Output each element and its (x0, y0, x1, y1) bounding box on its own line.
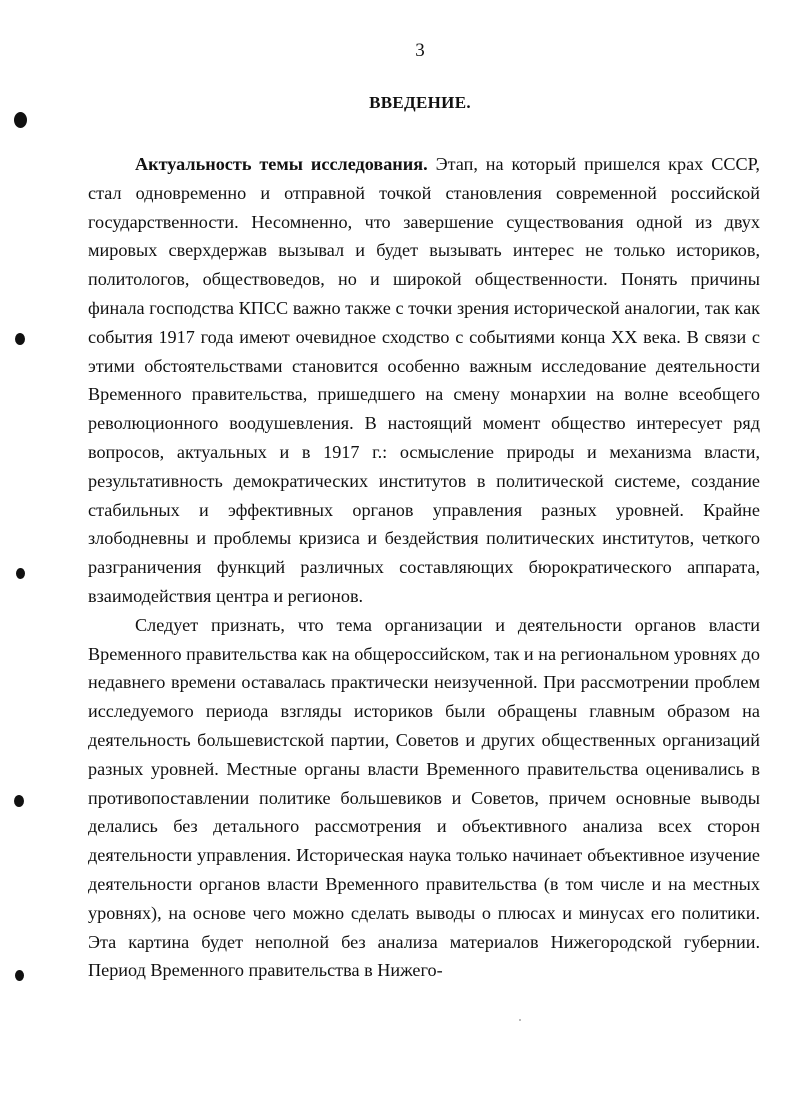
page-number: 3 (415, 40, 425, 61)
paragraph-relevance (88, 150, 760, 611)
binding-hole-mark (15, 970, 24, 981)
binding-hole-mark (16, 568, 25, 579)
body-text (88, 150, 760, 985)
paragraph-text: Этап, на который пришелся крах СССР, стал одновременно и отправной точкой становления современной российской государственности. Несомненно, что завершение существования одной из двух мировых сверхдержав вызывал и будет вызывать интерес не только историков, политологов, обществоведов, но и широкой общественности. Понять причины финала господства КПСС важно также с точки зрения исторической аналогии, так как события 1917 года имеют очевидное сходство с событиями конца XX века. В связи с этими обстоятельствами становится особенно важным исследование деятельности Временного правительства, пришедшего на смену монархии на волне всеобщего революционного воодушевления. В настоящий момент общество интересует ряд вопросов, актуальных и в 1917 г.: осмысление природы и механизма власти, результативность демократических институтов в политической системе, создание стабильных и эффективных органов управления разных уровней. Крайне злободневны и проблемы кризиса и бездействия политических институтов, четкого разграничения функций различных составляющих бюрократического аппарата, взаимодействия центра и регионов. (88, 154, 760, 606)
paragraph-historiography (88, 611, 760, 985)
binding-hole-mark (14, 795, 24, 807)
binding-hole-mark (14, 112, 27, 128)
paragraph-text: Следует признать, что тема организации и деятельности органов власти Временного правительства как на общероссийском, так и на региональном уровнях до недавнего времени оставалась практически неизученной. При рассмотрении проблем исследуемого периода взгляды историков были обращены главным образом на деятельность большевистской партии, Советов и других общественных организаций разных уровней. Местные органы власти Временного правительства оценивались в противопоставлении политике большевиков и Советов, причем основные выводы делались без детального рассмотрения и объективного анализа всех сторон деятельности управления. Историческая наука только начинает объективное изучение деятельности органов власти Временного правительства (в том числе и на местных уровнях), на основе чего можно сделать выводы о плюсах и минусах его политики. Эта картина будет неполной без анализа материалов Нижегородской губернии. Период Временного правительства в Нижего- (88, 614, 760, 981)
paragraph-lead: Актуальность темы исследования. (135, 154, 428, 174)
scan-speck (519, 1019, 521, 1021)
page-title: ВВЕДЕНИЕ. (369, 93, 471, 112)
binding-hole-mark (15, 333, 25, 345)
